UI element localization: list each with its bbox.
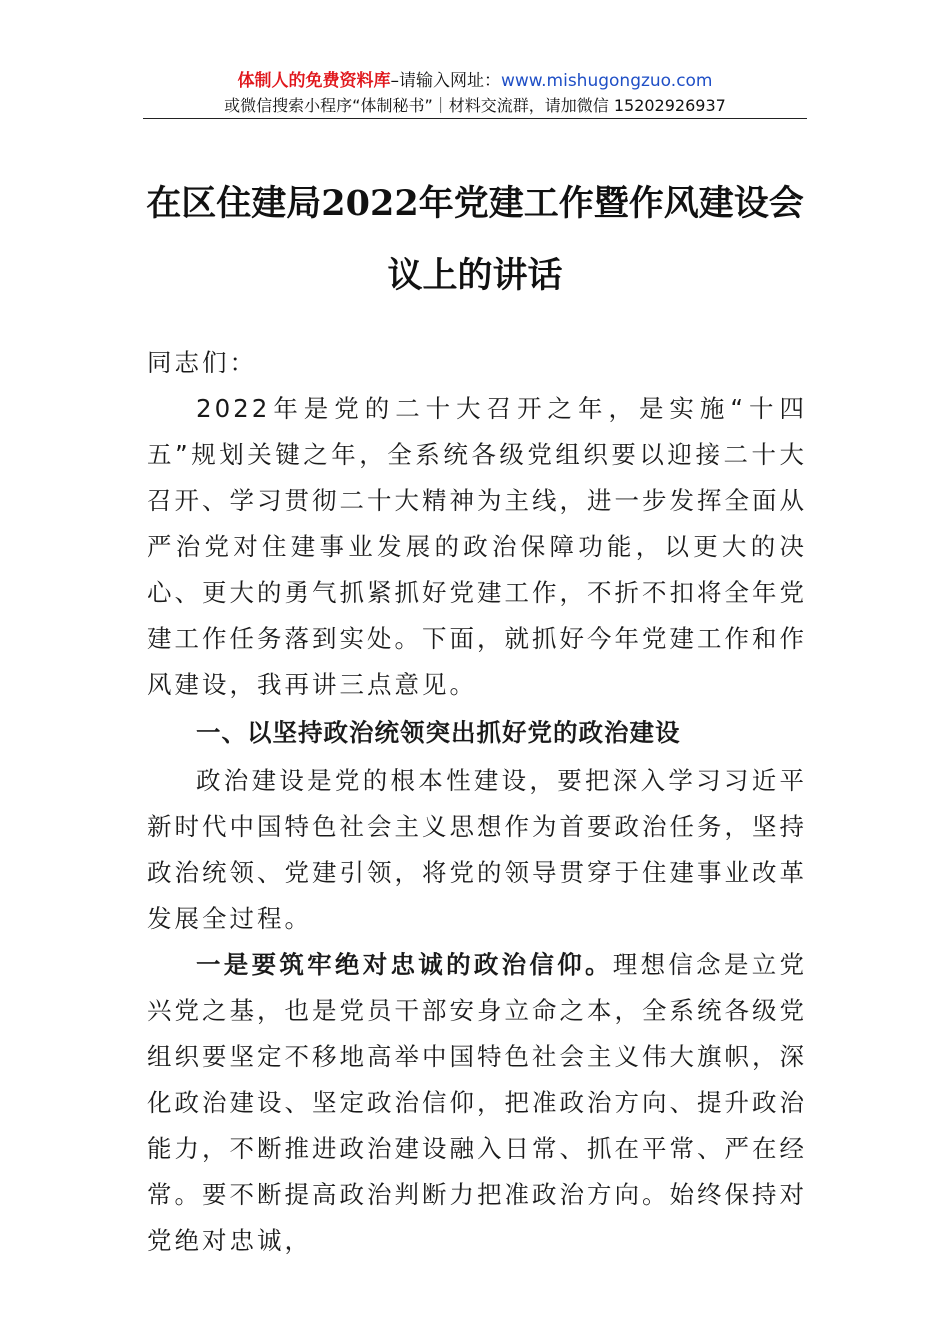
paragraph-point-one — [147, 942, 807, 1264]
document-title — [130, 168, 820, 312]
point-one-text: 理想信念是立党兴党之基，也是党员干部安身立命之本，全系统各级党组织要坚定不移地高举中国特色社会主义伟大旗帜，深化政治建设、坚定政治信仰，把准政治方向、提升政治能力，不断推进政治建设融入日常、抓在平常、严在经常。要不断提高政治判断力把准政治方向。始终保持对党绝对忠诚， — [147, 950, 808, 1255]
brand-name: 体制人的免费资料库 — [237, 71, 391, 91]
section-heading-1: 一、以坚持政治统领突出抓好党的政治建设 — [196, 718, 681, 747]
paragraph-political-construction: 政治建设是党的根本性建设，要把深入学习习近平新时代中国特色社会主义思想作为首要政治任务，坚持政治统领、党建引领，将党的领导贯穿于住建事业改革发展全过程。 — [147, 766, 807, 933]
url-prompt: –请输入网址： — [390, 71, 501, 91]
title-line-1: 在区住建局2022年党建工作暨作风建设会 — [146, 183, 804, 224]
title-line-2: 议上的讲话 — [387, 255, 563, 296]
page-header — [143, 68, 807, 118]
paragraph-intro: 2022年是党的二十大召开之年，是实施“十四五”规划关键之年，全系统各级党组织要以迎接二十大召开、学习贯彻二十大精神为主线，进一步发挥全面从严治党对住建事业发展的政治保障功能，以更大的决心、更大的勇气抓紧抓好党建工作，不折不扣将全年党建工作任务落到实处。下面，就抓好今年党建工作和作风建设，我再讲三点意见。 — [147, 394, 807, 699]
header-line-1 — [143, 68, 807, 94]
header-line-2: 或微信搜索小程序“体制秘书”｜材料交流群，请加微信 15202926937 — [224, 96, 726, 115]
greeting: 同志们： — [147, 348, 257, 377]
website-link[interactable]: www.mishugongzuo.com — [500, 71, 713, 91]
header-divider — [143, 118, 807, 119]
point-one-lead: 一是要筑牢绝对忠诚的政治信仰。 — [196, 950, 613, 979]
document-body — [147, 340, 807, 1264]
